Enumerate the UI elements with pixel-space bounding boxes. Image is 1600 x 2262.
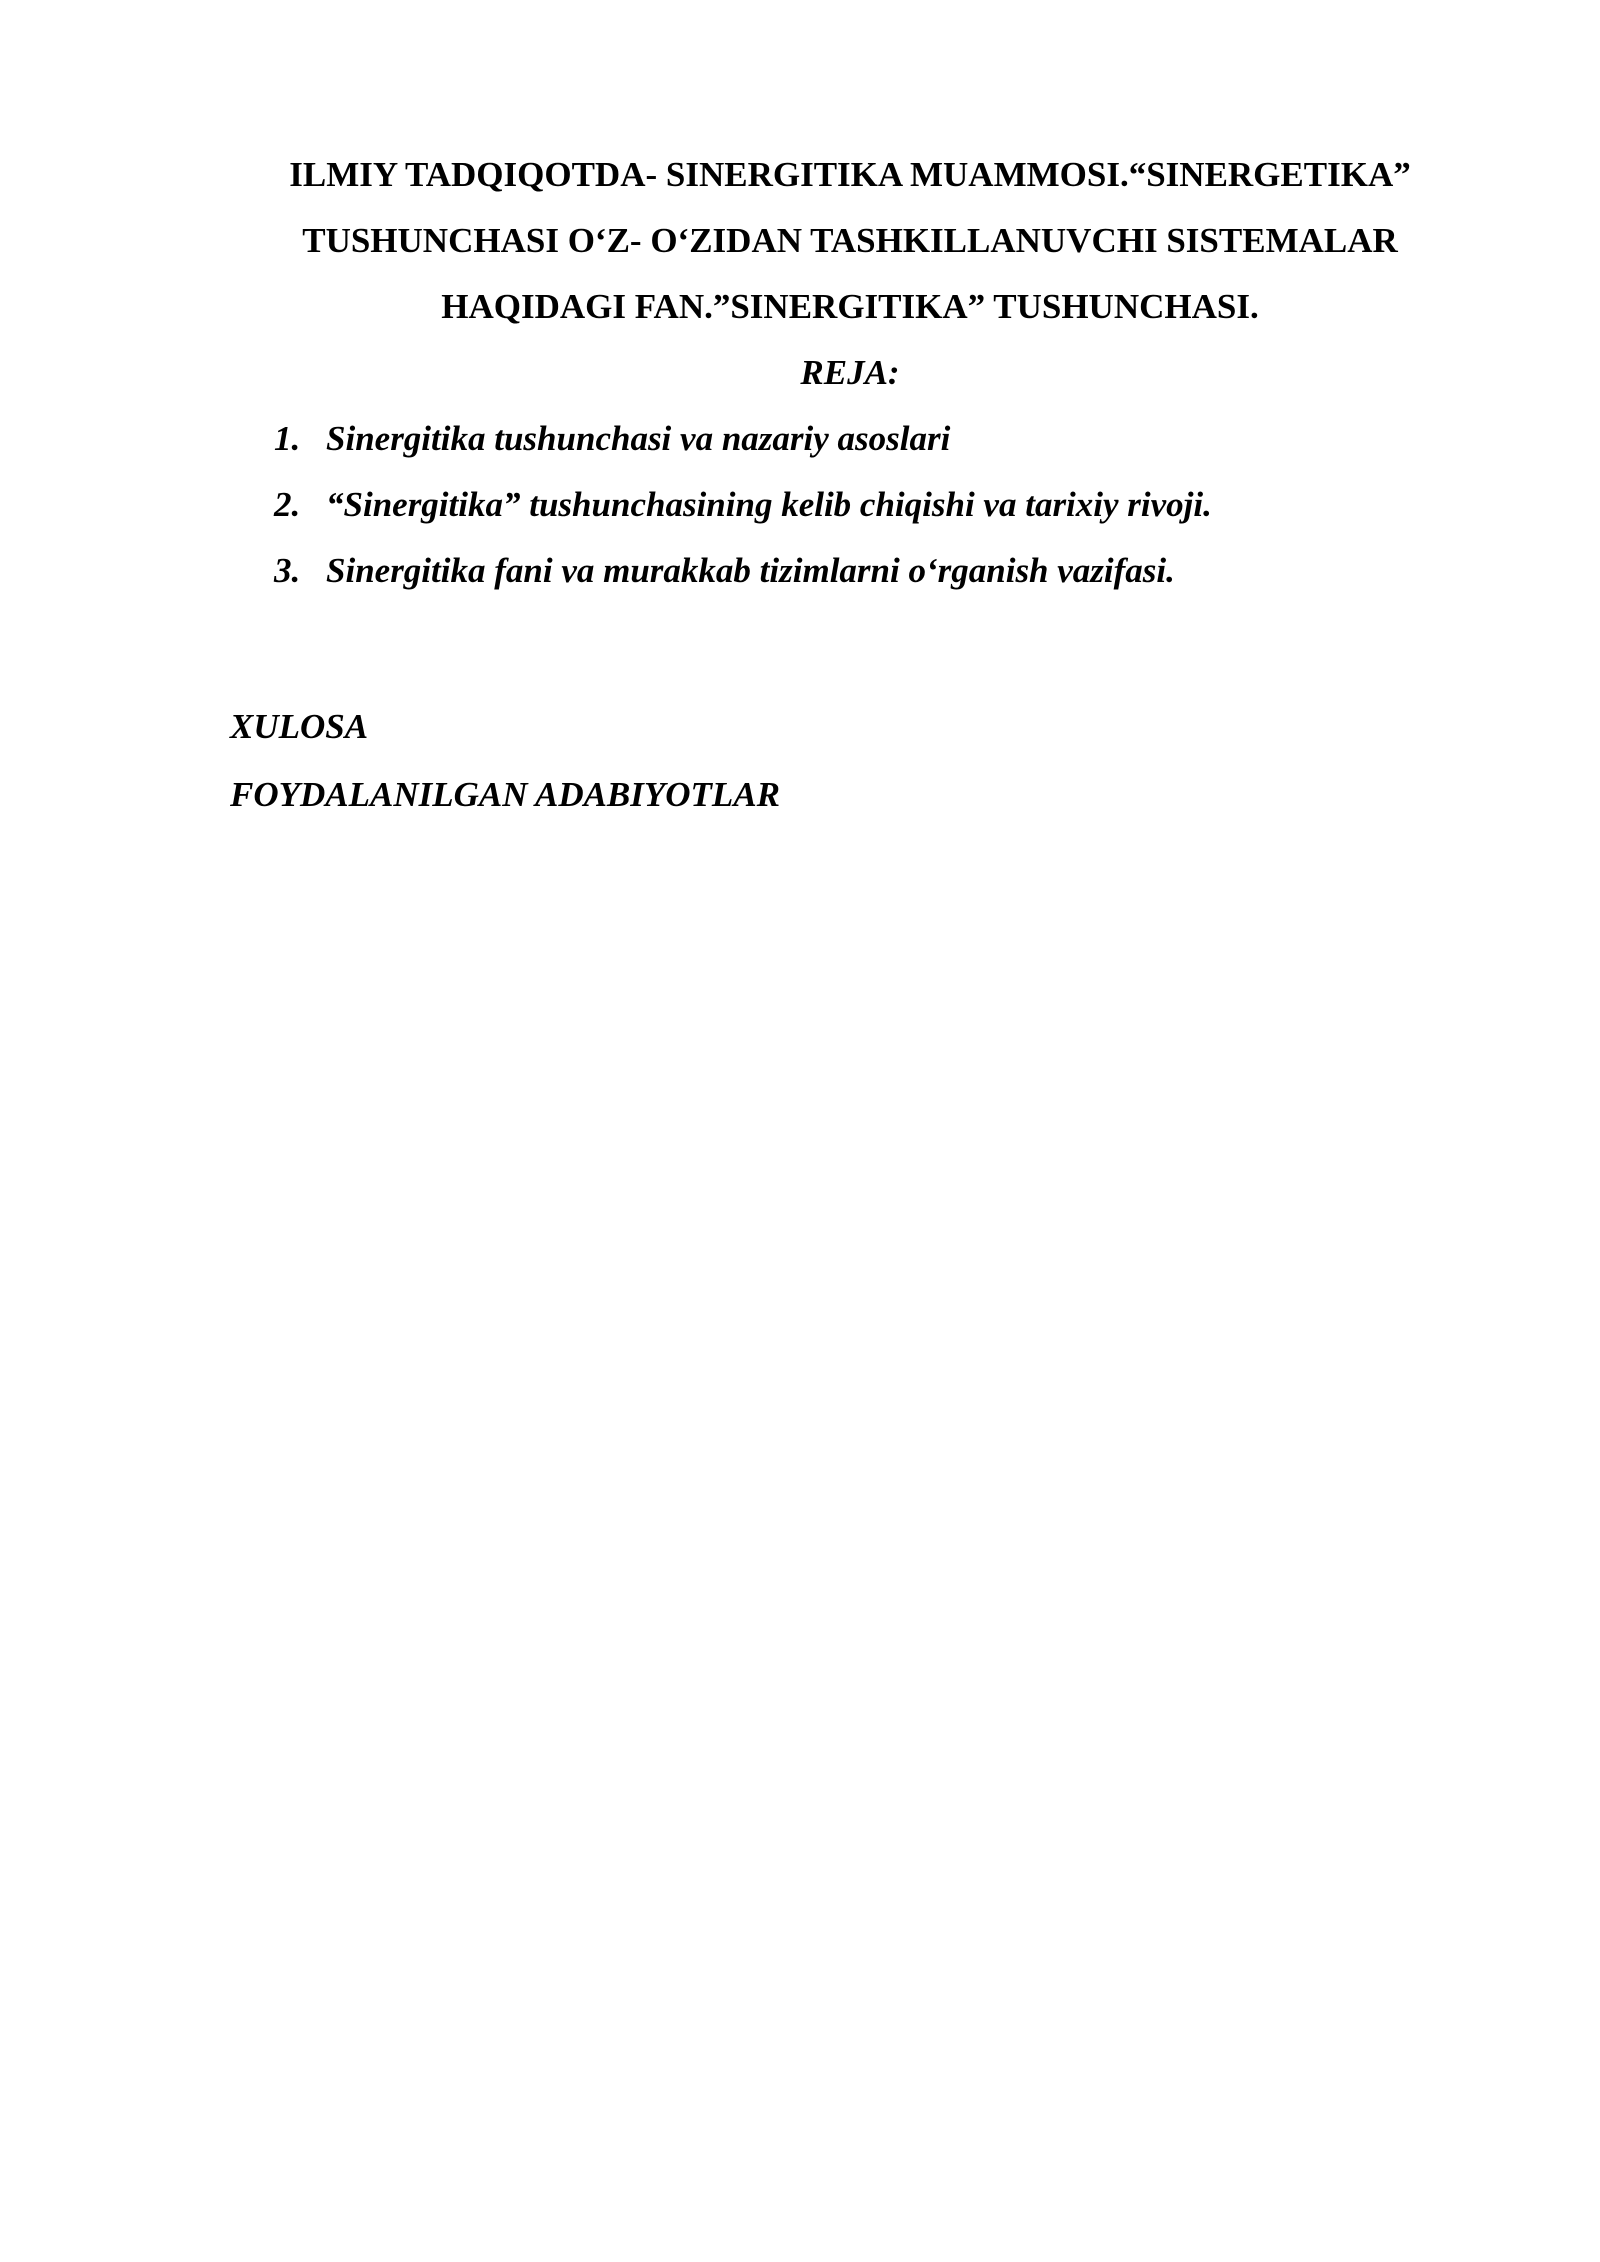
title-line-3: HAQIDAGI FAN.”SINERGITIKA” TUSHUNCHASI. (441, 287, 1259, 326)
plan-item-text: “Sinergitika” tushunchasining kelib chiqishi va tarixiy rivoji. (326, 485, 1212, 524)
plan-item-3 (274, 538, 1212, 604)
references-heading: FOYDALANILGAN ADABIYOTLAR (230, 775, 781, 814)
plan-item-1 (274, 406, 1212, 472)
title-line-2: TUSHUNCHASI O‘Z- O‘ZIDAN TASHKILLANUVCHI SISTEMALAR (302, 221, 1398, 260)
plan-item-number: 2. (274, 485, 301, 524)
plan-item-2 (274, 472, 1212, 538)
plan-list (274, 406, 1212, 604)
plan-heading: REJA: (800, 353, 900, 392)
plan-item-text: Sinergitika fani va murakkab tizimlarni o‘rganish vazifasi. (326, 551, 1175, 590)
plan-item-number: 1. (274, 419, 301, 458)
document-title (230, 142, 1470, 340)
conclusion-heading: XULOSA (230, 707, 369, 746)
title-line-1: ILMIY TADQIQOTDA- SINERGITIKA MUAMMOSI.“SINERGETIKA” (289, 155, 1411, 194)
plan-item-number: 3. (274, 551, 301, 590)
plan-item-text: Sinergitika tushunchasi va nazariy asoslari (326, 419, 951, 458)
